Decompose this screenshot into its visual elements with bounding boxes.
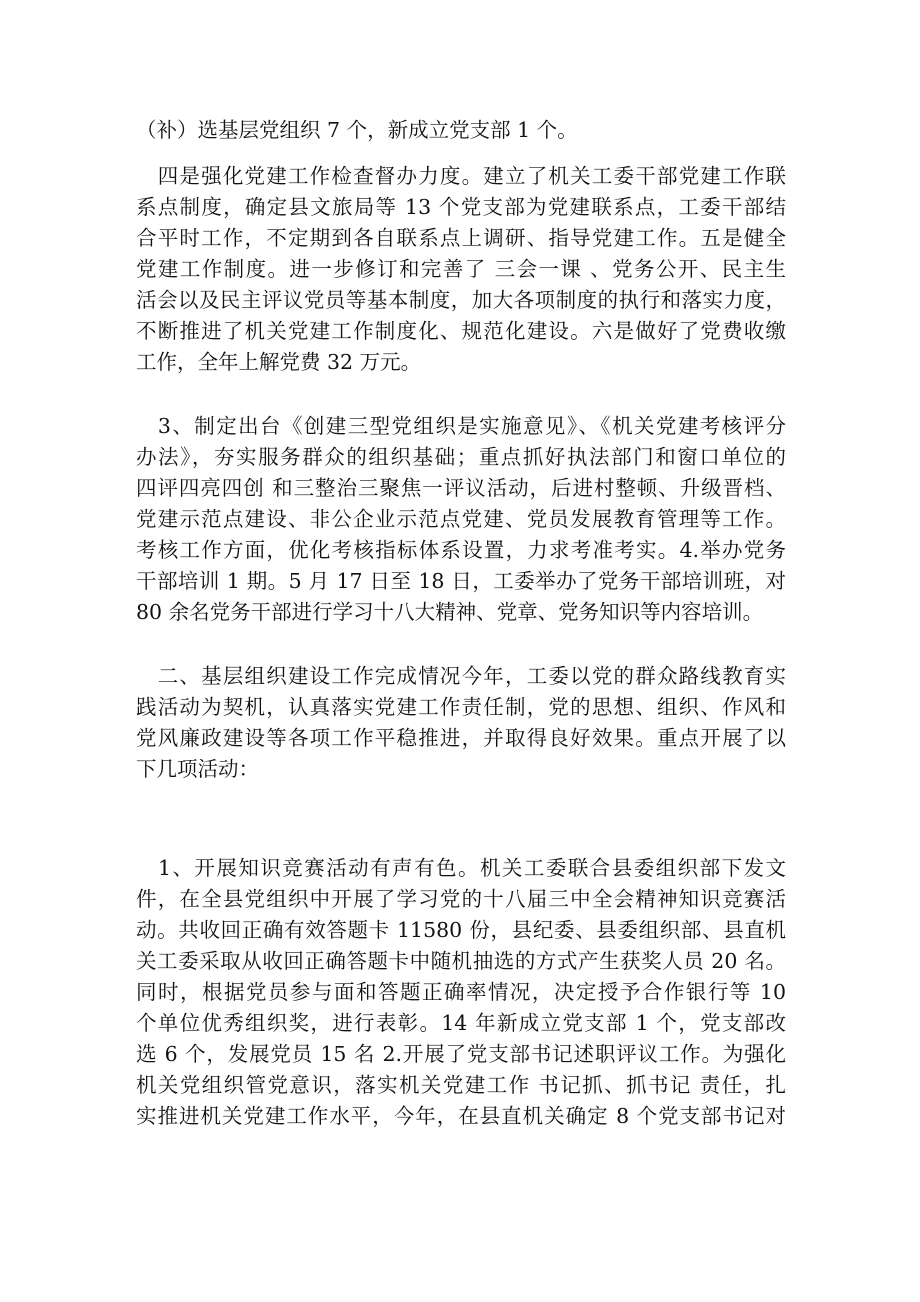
text-line: 办法》，夯实服务群众的组织基础；重点抓好执法部门和窗口单位的 xyxy=(136,445,786,469)
text-line: 下几项活动： xyxy=(136,757,259,781)
text-line: 80 余名党务干部进行学习十八大精神、党章、党务知识等内容培训。 xyxy=(136,600,764,624)
paragraph-grassroots xyxy=(136,661,786,785)
paragraph-regulations xyxy=(136,411,786,628)
paragraph-knowledge-contest xyxy=(136,853,786,1132)
text-line: 动。共收回正确有效答题卡 11580 份，县纪委、县委组织部、县直机 xyxy=(136,918,786,942)
text-line: 二、基层组织建设工作完成情况今年，工委以党的群众路线教育实 xyxy=(136,664,786,688)
text-line: 不断推进了机关党建工作制度化、规范化建设。六是做好了党费收缴 xyxy=(136,319,786,343)
text-line: 考核工作方面，优化考核指标体系设置，力求考准考实。4.举办党务 xyxy=(136,538,786,562)
paragraph-inspection xyxy=(136,161,786,378)
text-line: 合平时工作，不定期到各自联系点上调研、指导党建工作。五是健全 xyxy=(136,226,786,250)
text-line: 件，在全县党组织中开展了学习党的十八届三中全会精神知识竞赛活 xyxy=(136,887,786,911)
text-line: 3、制定出台《创建三型党组织是实施意见》、《机关党建考核评分 xyxy=(136,414,786,438)
text-line: 个单位优秀组织奖，进行表彰。14 年新成立党支部 1 个，党支部改 xyxy=(136,1011,786,1035)
text-line: 党风廉政建设等各项工作平稳推进，并取得良好效果。重点开展了以 xyxy=(136,726,786,750)
paragraph-continuation xyxy=(136,115,786,146)
text-line: 系点制度，确定县文旅局等 13 个党支部为党建联系点，工委干部结 xyxy=(136,195,786,219)
text-line: 干部培训 1 期。5 月 17 日至 18 日，工委举办了党务干部培训班，对 xyxy=(136,569,786,593)
text-line: 四评四亮四创 和三整治三聚焦一评议活动，后进村整顿、升级晋档、 xyxy=(136,476,786,500)
text-line: 选 6 个，发展党员 15 名 2.开展了党支部书记述职评议工作。为强化 xyxy=(136,1042,786,1066)
text-line: 同时，根据党员参与面和答题正确率情况，决定授予合作银行等 10 xyxy=(136,980,786,1004)
text-line: （补）选基层党组织 7 个，新成立党支部 1 个。 xyxy=(136,118,578,142)
text-line: 关工委采取从收回正确答题卡中随机抽选的方式产生获奖人员 20 名。 xyxy=(136,949,786,973)
text-line: 四是强化党建工作检查督办力度。建立了机关工委干部党建工作联 xyxy=(136,164,786,188)
text-line: 1、开展知识竞赛活动有声有色。机关工委联合县委组织部下发文 xyxy=(136,856,786,880)
text-line: 实推进机关党建工作水平，今年，在县直机关确定 8 个党支部书记对 xyxy=(136,1104,786,1128)
text-line: 党建示范点建设、非公企业示范点党建、党员发展教育管理等工作。 xyxy=(136,507,786,531)
text-line: 活会以及民主评议党员等基本制度，加大各项制度的执行和落实力度， xyxy=(136,288,786,312)
text-line: 机关党组织管党意识，落实机关党建工作 书记抓、抓书记 责任，扎 xyxy=(136,1073,786,1097)
text-line: 践活动为契机，认真落实党建工作责任制，党的思想、组织、作风和 xyxy=(136,695,786,719)
text-line: 工作，全年上解党费 32 万元。 xyxy=(136,350,422,374)
text-line: 党建工作制度。进一步修订和完善了 三会一课 、党务公开、民主生 xyxy=(136,257,786,281)
